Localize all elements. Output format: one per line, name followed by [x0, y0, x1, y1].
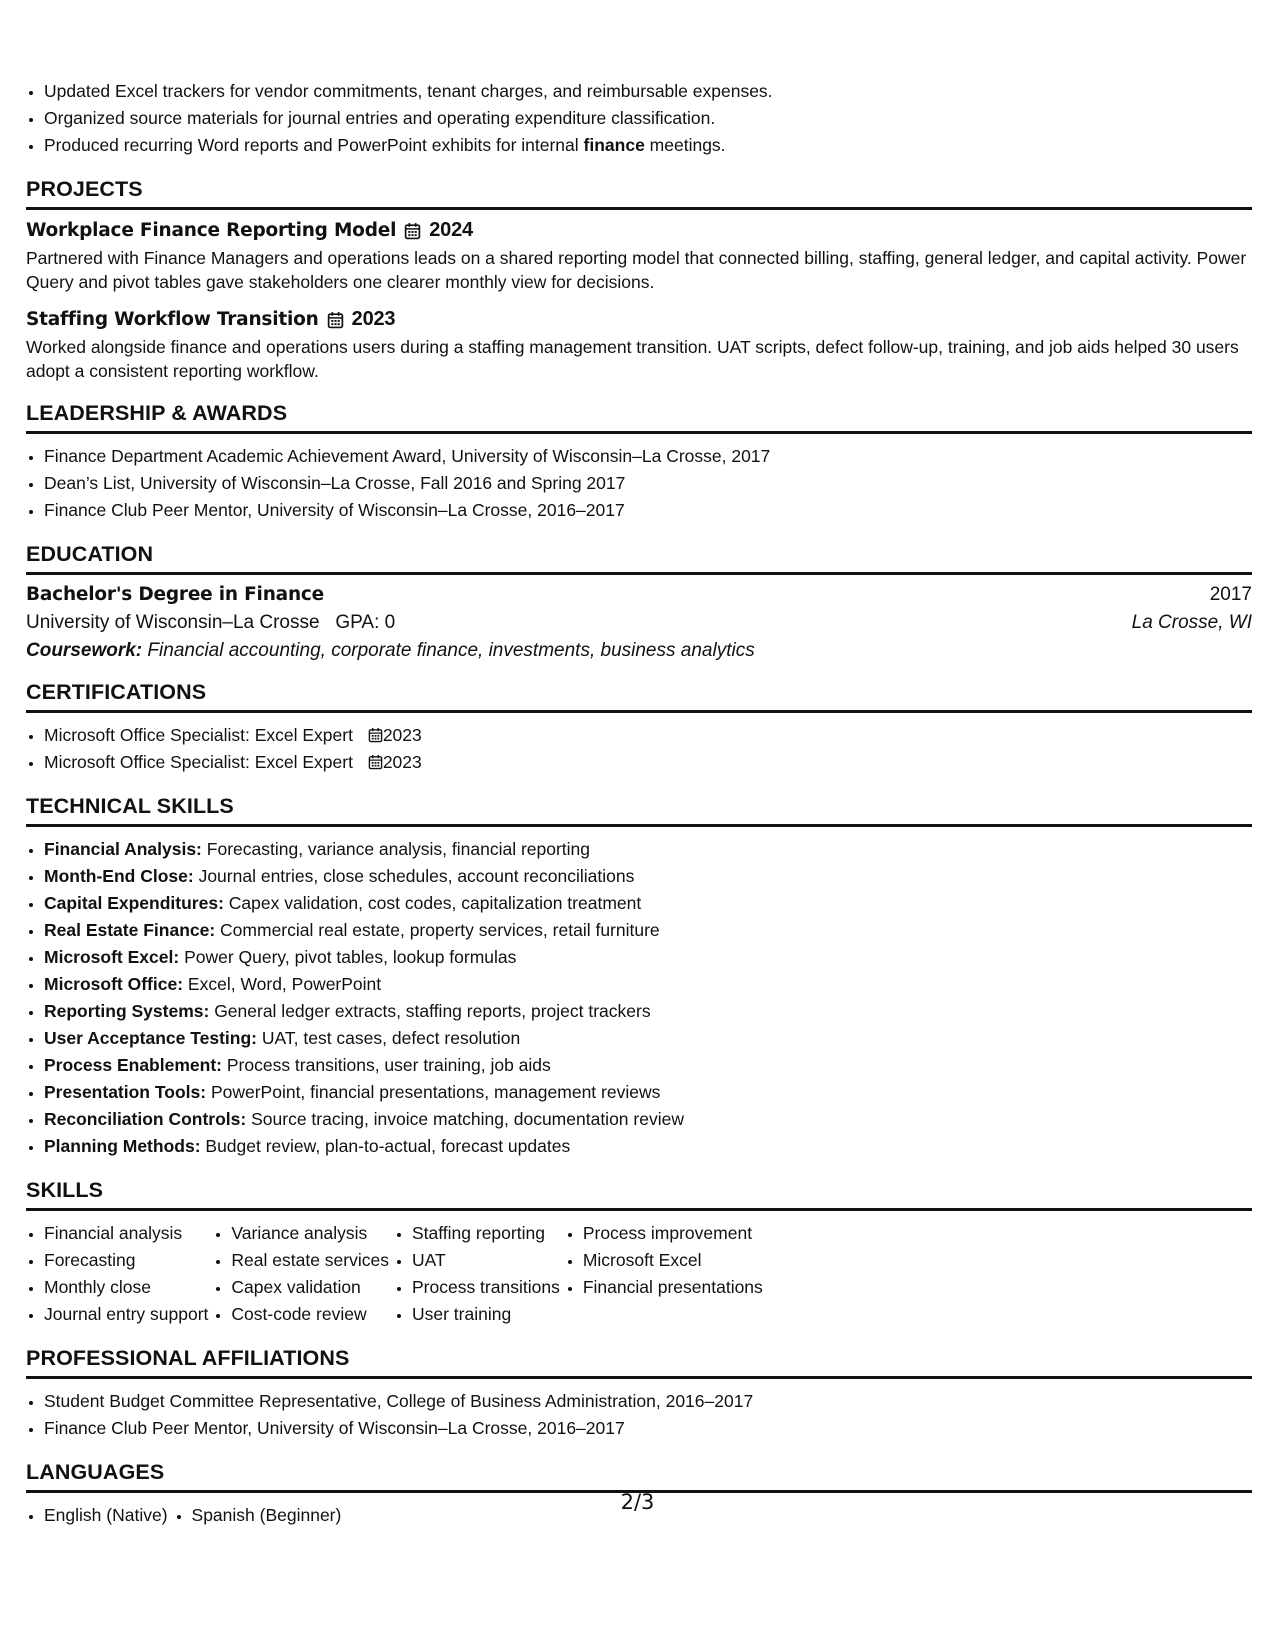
projects-section	[26, 177, 1252, 383]
leadership-section	[26, 401, 1252, 524]
list-item: • Finance Department Academic Achievement Award, University of Wisconsin–La Crosse, 2017	[44, 443, 1252, 470]
project-description: Partnered with Finance Managers and operations leads on a shared reporting model that connected billing, staffing, general ledger, and capital activity. Power Query and pivot tables gave stakeholders one clearer monthly view for decisions.	[26, 248, 1247, 292]
graduation-year: 2017	[1209, 584, 1252, 605]
skill-details: Journal entries, close schedules, account reconciliations	[198, 866, 635, 886]
skill-category: Month-End Close:	[44, 866, 194, 886]
technical-skill-item	[44, 890, 1252, 917]
calendar-icon	[404, 222, 421, 240]
bullet-bold-text: finance	[583, 135, 645, 155]
project-year: 2023	[351, 308, 396, 330]
skill-category: Microsoft Office:	[44, 974, 184, 994]
list-item: • Dean’s List, University of Wisconsin–La Crosse, Fall 2016 and Spring 2017	[44, 470, 1252, 497]
list-item: • Updated Excel trackers for vendor commitments, tenant charges, and reimbursable expenses.	[44, 78, 1252, 105]
section-title: LANGUAGES	[26, 1460, 1252, 1493]
section-title: CERTIFICATIONS	[26, 680, 1252, 713]
technical-skill-item	[44, 863, 1252, 890]
skill-item: • Financial presentations	[583, 1274, 763, 1301]
skill-details: Budget review, plan-to-actual, forecast updates	[205, 1136, 571, 1156]
technical-skill-item	[44, 1025, 1252, 1052]
calendar-icon	[368, 751, 383, 767]
technical-skill-item	[44, 998, 1252, 1025]
coursework-text: Financial accounting, corporate finance, investments, business analytics	[147, 640, 755, 661]
skill-details: UAT, test cases, defect resolution	[261, 1028, 521, 1048]
section-title: PROJECTS	[26, 177, 1252, 210]
resume-page	[26, 78, 1252, 1529]
skill-item: • Microsoft Excel	[583, 1247, 763, 1274]
skill-category: Capital Expenditures:	[44, 893, 224, 913]
list-item: • Student Budget Committee Representative, College of Business Administration, 2016–2017	[44, 1388, 1252, 1415]
skill-category: Reporting Systems:	[44, 1001, 210, 1021]
skill-item: • Capex validation	[231, 1274, 389, 1301]
skill-category: Financial Analysis:	[44, 839, 202, 859]
calendar-icon	[368, 724, 383, 740]
skills-column	[26, 1220, 208, 1328]
skill-details: Source tracing, invoice matching, documentation review	[251, 1109, 684, 1129]
coursework-label: Coursework:	[26, 640, 143, 661]
skill-details: Commercial real estate, property services, retail furniture	[220, 920, 660, 940]
project-year: 2024	[429, 219, 473, 241]
technical-skill-item	[44, 917, 1252, 944]
skills-column	[565, 1220, 763, 1328]
skill-details: Capex validation, cost codes, capitalization treatment	[228, 893, 642, 913]
skill-category: Planning Methods:	[44, 1136, 201, 1156]
certification-name: Microsoft Office Specialist: Excel Expert	[44, 725, 353, 745]
skill-item: • Variance analysis	[231, 1220, 389, 1247]
skills-column	[394, 1220, 560, 1328]
certification-year: 2023	[382, 752, 422, 772]
skill-category: Real Estate Finance:	[44, 920, 216, 940]
skill-item: • Financial analysis	[44, 1220, 208, 1247]
section-title: SKILLS	[26, 1178, 1252, 1211]
skill-category: User Acceptance Testing:	[44, 1028, 257, 1048]
skills-columns	[26, 1220, 1252, 1328]
list-item	[44, 722, 1252, 749]
certification-name: Microsoft Office Specialist: Excel Expert	[44, 752, 353, 772]
skill-details: Process transitions, user training, job aids	[226, 1055, 551, 1075]
section-title: PROFESSIONAL AFFILIATIONS	[26, 1346, 1252, 1379]
section-title: TECHNICAL SKILLS	[26, 794, 1252, 827]
skill-item: • Process improvement	[583, 1220, 763, 1247]
skill-item: • Real estate services	[231, 1247, 389, 1274]
technical-skill-item	[44, 944, 1252, 971]
skill-details: Excel, Word, PowerPoint	[187, 974, 382, 994]
list-item: • Finance Club Peer Mentor, University of Wisconsin–La Crosse, 2016–2017	[44, 497, 1252, 524]
skill-item: • Monthly close	[44, 1274, 208, 1301]
technical-skill-item	[44, 1106, 1252, 1133]
technical-skills-section	[26, 794, 1252, 1160]
skill-category: Microsoft Excel:	[44, 947, 180, 967]
degree-name: Bachelor's Degree in Finance	[26, 584, 325, 605]
skill-item: • Journal entry support	[44, 1301, 208, 1328]
section-title: EDUCATION	[26, 542, 1252, 575]
list-item	[44, 749, 1252, 776]
affiliations-section	[26, 1346, 1252, 1442]
project-item	[26, 219, 1252, 294]
list-item: • Organized source materials for journal entries and operating expenditure classification.	[44, 105, 1252, 132]
project-description: Worked alongside finance and operations users during a staffing management transition. UAT scripts, defect follow-up, training, and job aids helped 30 users adopt a consistent reporting workflow.	[26, 337, 1239, 381]
bullet-text: Produced recurring Word reports and PowerPoint exhibits for internal	[44, 135, 584, 155]
skill-details: Power Query, pivot tables, lookup formulas	[184, 947, 517, 967]
skill-category: Process Enablement:	[44, 1055, 222, 1075]
skill-item: • Process transitions	[412, 1274, 560, 1301]
skill-details: PowerPoint, financial presentations, management reviews	[210, 1082, 661, 1102]
skill-item: • Staffing reporting	[412, 1220, 560, 1247]
experience-continued-list	[26, 78, 1252, 159]
technical-skill-item	[44, 1052, 1252, 1079]
technical-skill-item	[44, 1133, 1252, 1160]
skill-details: Forecasting, variance analysis, financial reporting	[206, 839, 591, 859]
skill-details: General ledger extracts, staffing reports, project trackers	[214, 1001, 651, 1021]
certifications-section	[26, 680, 1252, 776]
bullet-text: meetings.	[644, 135, 726, 155]
technical-skill-item	[44, 836, 1252, 863]
project-name: Workplace Finance Reporting Model	[26, 220, 397, 241]
project-item	[26, 308, 1252, 383]
list-item	[44, 132, 1252, 159]
page-number: 2/3	[620, 1490, 655, 1514]
gpa: GPA: 0	[335, 612, 396, 633]
calendar-icon	[327, 311, 344, 329]
education-section	[26, 542, 1252, 662]
skill-item: • Cost-code review	[231, 1301, 389, 1328]
language-item: • English (Native)	[44, 1502, 168, 1529]
school-location: La Crosse, WI	[1131, 612, 1252, 633]
certification-year: 2023	[382, 725, 422, 745]
project-name: Staffing Workflow Transition	[26, 309, 319, 330]
skill-category: Reconciliation Controls:	[44, 1109, 247, 1129]
coursework	[26, 640, 1252, 662]
technical-skill-item	[44, 1079, 1252, 1106]
language-item: • Spanish (Beginner)	[192, 1502, 342, 1529]
section-title: LEADERSHIP & AWARDS	[26, 401, 1252, 434]
skill-item: • UAT	[412, 1247, 560, 1274]
skill-item: • User training	[412, 1301, 560, 1328]
skill-item: • Forecasting	[44, 1247, 208, 1274]
skill-category: Presentation Tools:	[44, 1082, 207, 1102]
list-item: • Finance Club Peer Mentor, University of Wisconsin–La Crosse, 2016–2017	[44, 1415, 1252, 1442]
skills-section	[26, 1178, 1252, 1328]
technical-skills-list	[26, 836, 1252, 1160]
school-name: University of Wisconsin–La Crosse	[26, 612, 320, 633]
technical-skill-item	[44, 971, 1252, 998]
skills-column	[213, 1220, 389, 1328]
